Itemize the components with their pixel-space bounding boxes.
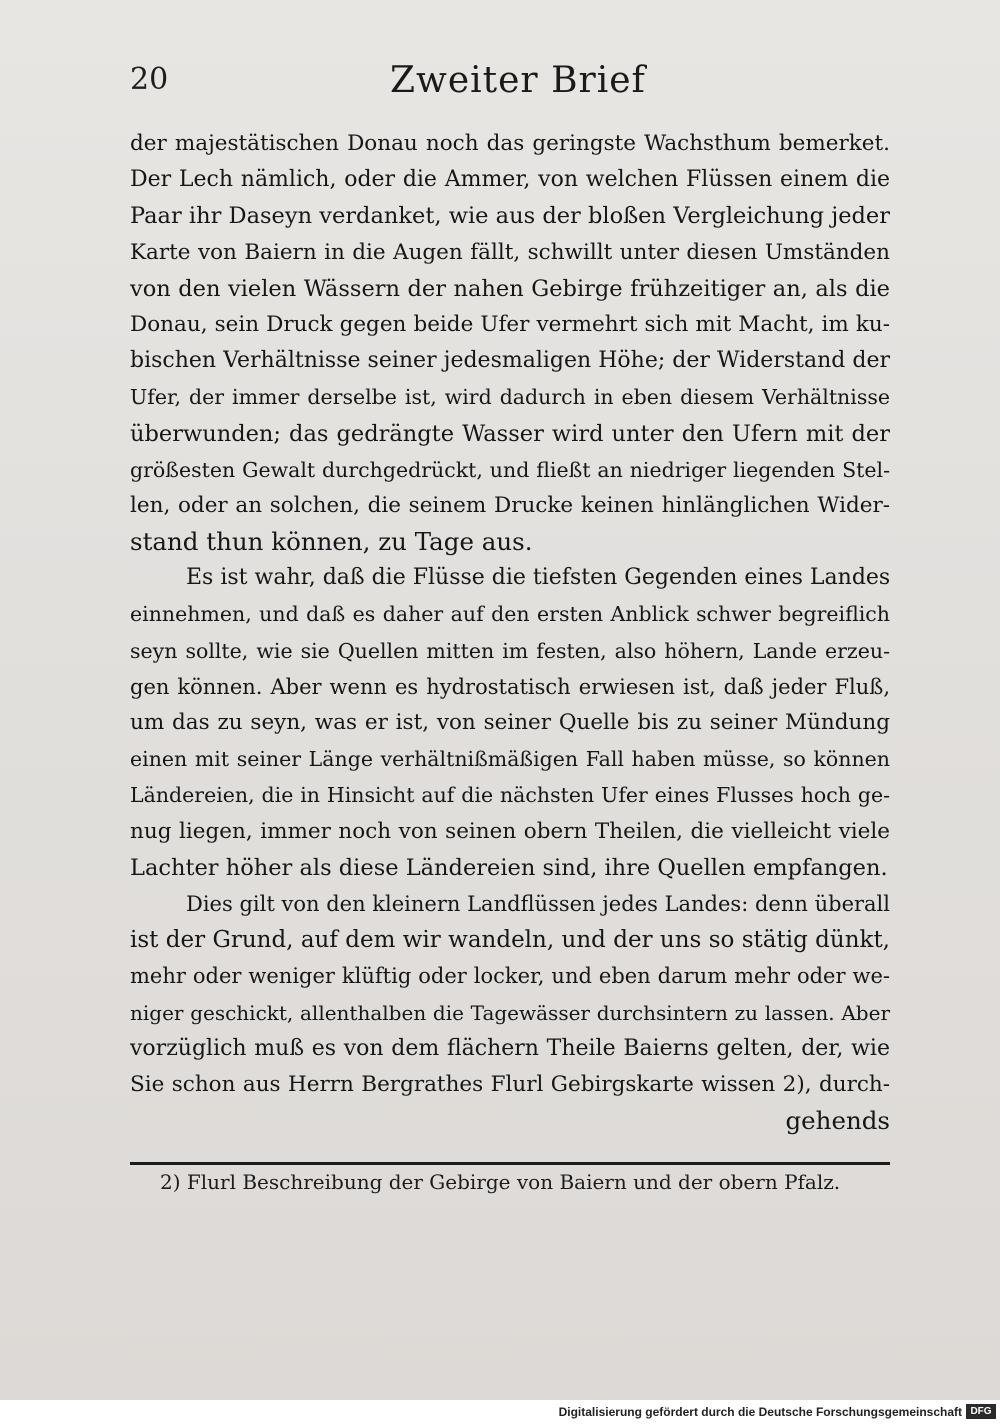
- text-line: Es ist wahr, daß die Flüsse die tiefsten Gegenden eines Landes: [186, 565, 891, 591]
- text-line: Karte von Baiern in die Augen fällt, schwillt unter diesen Umständen: [130, 239, 890, 265]
- text-line: mehr oder weniger klüftig oder locker, und eben darum mehr oder we-: [130, 964, 890, 989]
- running-head: Zweiter Brief: [390, 60, 646, 101]
- text-line: Der Lech nämlich, oder die Ammer, von welchen Flüssen einem die: [130, 167, 890, 193]
- catchword: gehends: [785, 1106, 890, 1136]
- dfg-logo: DFG: [966, 1404, 996, 1419]
- text-line: der majestätischen Donau noch das geringste Wachsthum bemerket.: [130, 131, 890, 156]
- text-line: einen mit seiner Länge verhältnißmäßigen Fall haben müsse, so können: [130, 747, 890, 772]
- text-line: Donau, sein Druck gegen beide Ufer vermehrt sich mit Macht, im ku-: [130, 311, 890, 337]
- text-line: Sie schon aus Herrn Bergrathes Flurl Gebirgskarte wissen 2), durch-: [130, 1071, 890, 1097]
- text-line: um das zu seyn, was er ist, von seiner Quelle bis zu seiner Mündung: [130, 710, 890, 735]
- text-line: Paar ihr Daseyn verdanket, wie aus der bloßen Vergleichung jeder: [130, 203, 890, 230]
- text-line: von den vielen Wässern der nahen Gebirge frühzeitiger an, als die: [130, 275, 890, 302]
- text-line: len, oder an solchen, die seinem Drucke keinen hinlänglichen Wider-: [130, 492, 890, 518]
- text-line: einnehmen, und daß es daher auf den ersten Anblick schwer begreiflich: [130, 602, 890, 627]
- text-line: nug liegen, immer noch von seinen obern Theilen, die vielleicht viele: [130, 818, 890, 844]
- text-line: gen können. Aber wenn es hydrostatisch erwiesen ist, daß jeder Fluß,: [130, 674, 890, 699]
- footnote-rule: [130, 1162, 890, 1165]
- body-text: [130, 126, 890, 1139]
- footnote: 2) Flurl Beschreibung der Gebirge von Baiern und der obern Pfalz.: [160, 1170, 841, 1194]
- text-line: stand thun können, zu Tage aus.: [130, 527, 533, 557]
- text-line: Lachter höher als diese Ländereien sind, ihre Quellen empfangen.: [130, 854, 888, 881]
- text-line: Dies gilt von den kleinern Landflüssen jedes Landes: denn überall: [186, 891, 890, 916]
- text-line: größesten Gewalt durchgedrückt, und fließt an niedriger liegenden Stel-: [130, 457, 890, 482]
- text-line: niger geschickt, allenthalben die Tagewässer durchsintern zu lassen. Aber: [130, 1000, 890, 1025]
- funding-credit: Digitalisierung gefördert durch die Deutsche Forschungsgemeinschaft: [558, 1405, 962, 1419]
- digitization-footer: [0, 1400, 1000, 1424]
- text-line: ist der Grund, auf dem wir wandeln, und der uns so stätig dünkt,: [130, 927, 890, 954]
- text-line: bischen Verhältnisse seiner jedesmaligen Höhe; der Widerstand der: [130, 348, 890, 374]
- text-line: vorzüglich muß es von dem flächern Theile Baierns gelten, der, wie: [130, 1035, 890, 1061]
- page-number: 20: [130, 62, 169, 97]
- text-line: überwunden; das gedrängte Wasser wird unter den Ufern mit der: [130, 420, 890, 447]
- text-line: Ländereien, die in Hinsicht auf die nächsten Ufer eines Flusses hoch ge-: [130, 783, 890, 808]
- text-line: Ufer, der immer derselbe ist, wird dadurch in eben diesem Verhältnisse: [130, 385, 890, 410]
- text-line: seyn sollte, wie sie Quellen mitten im festen, also höhern, Lande erzeu-: [130, 638, 890, 663]
